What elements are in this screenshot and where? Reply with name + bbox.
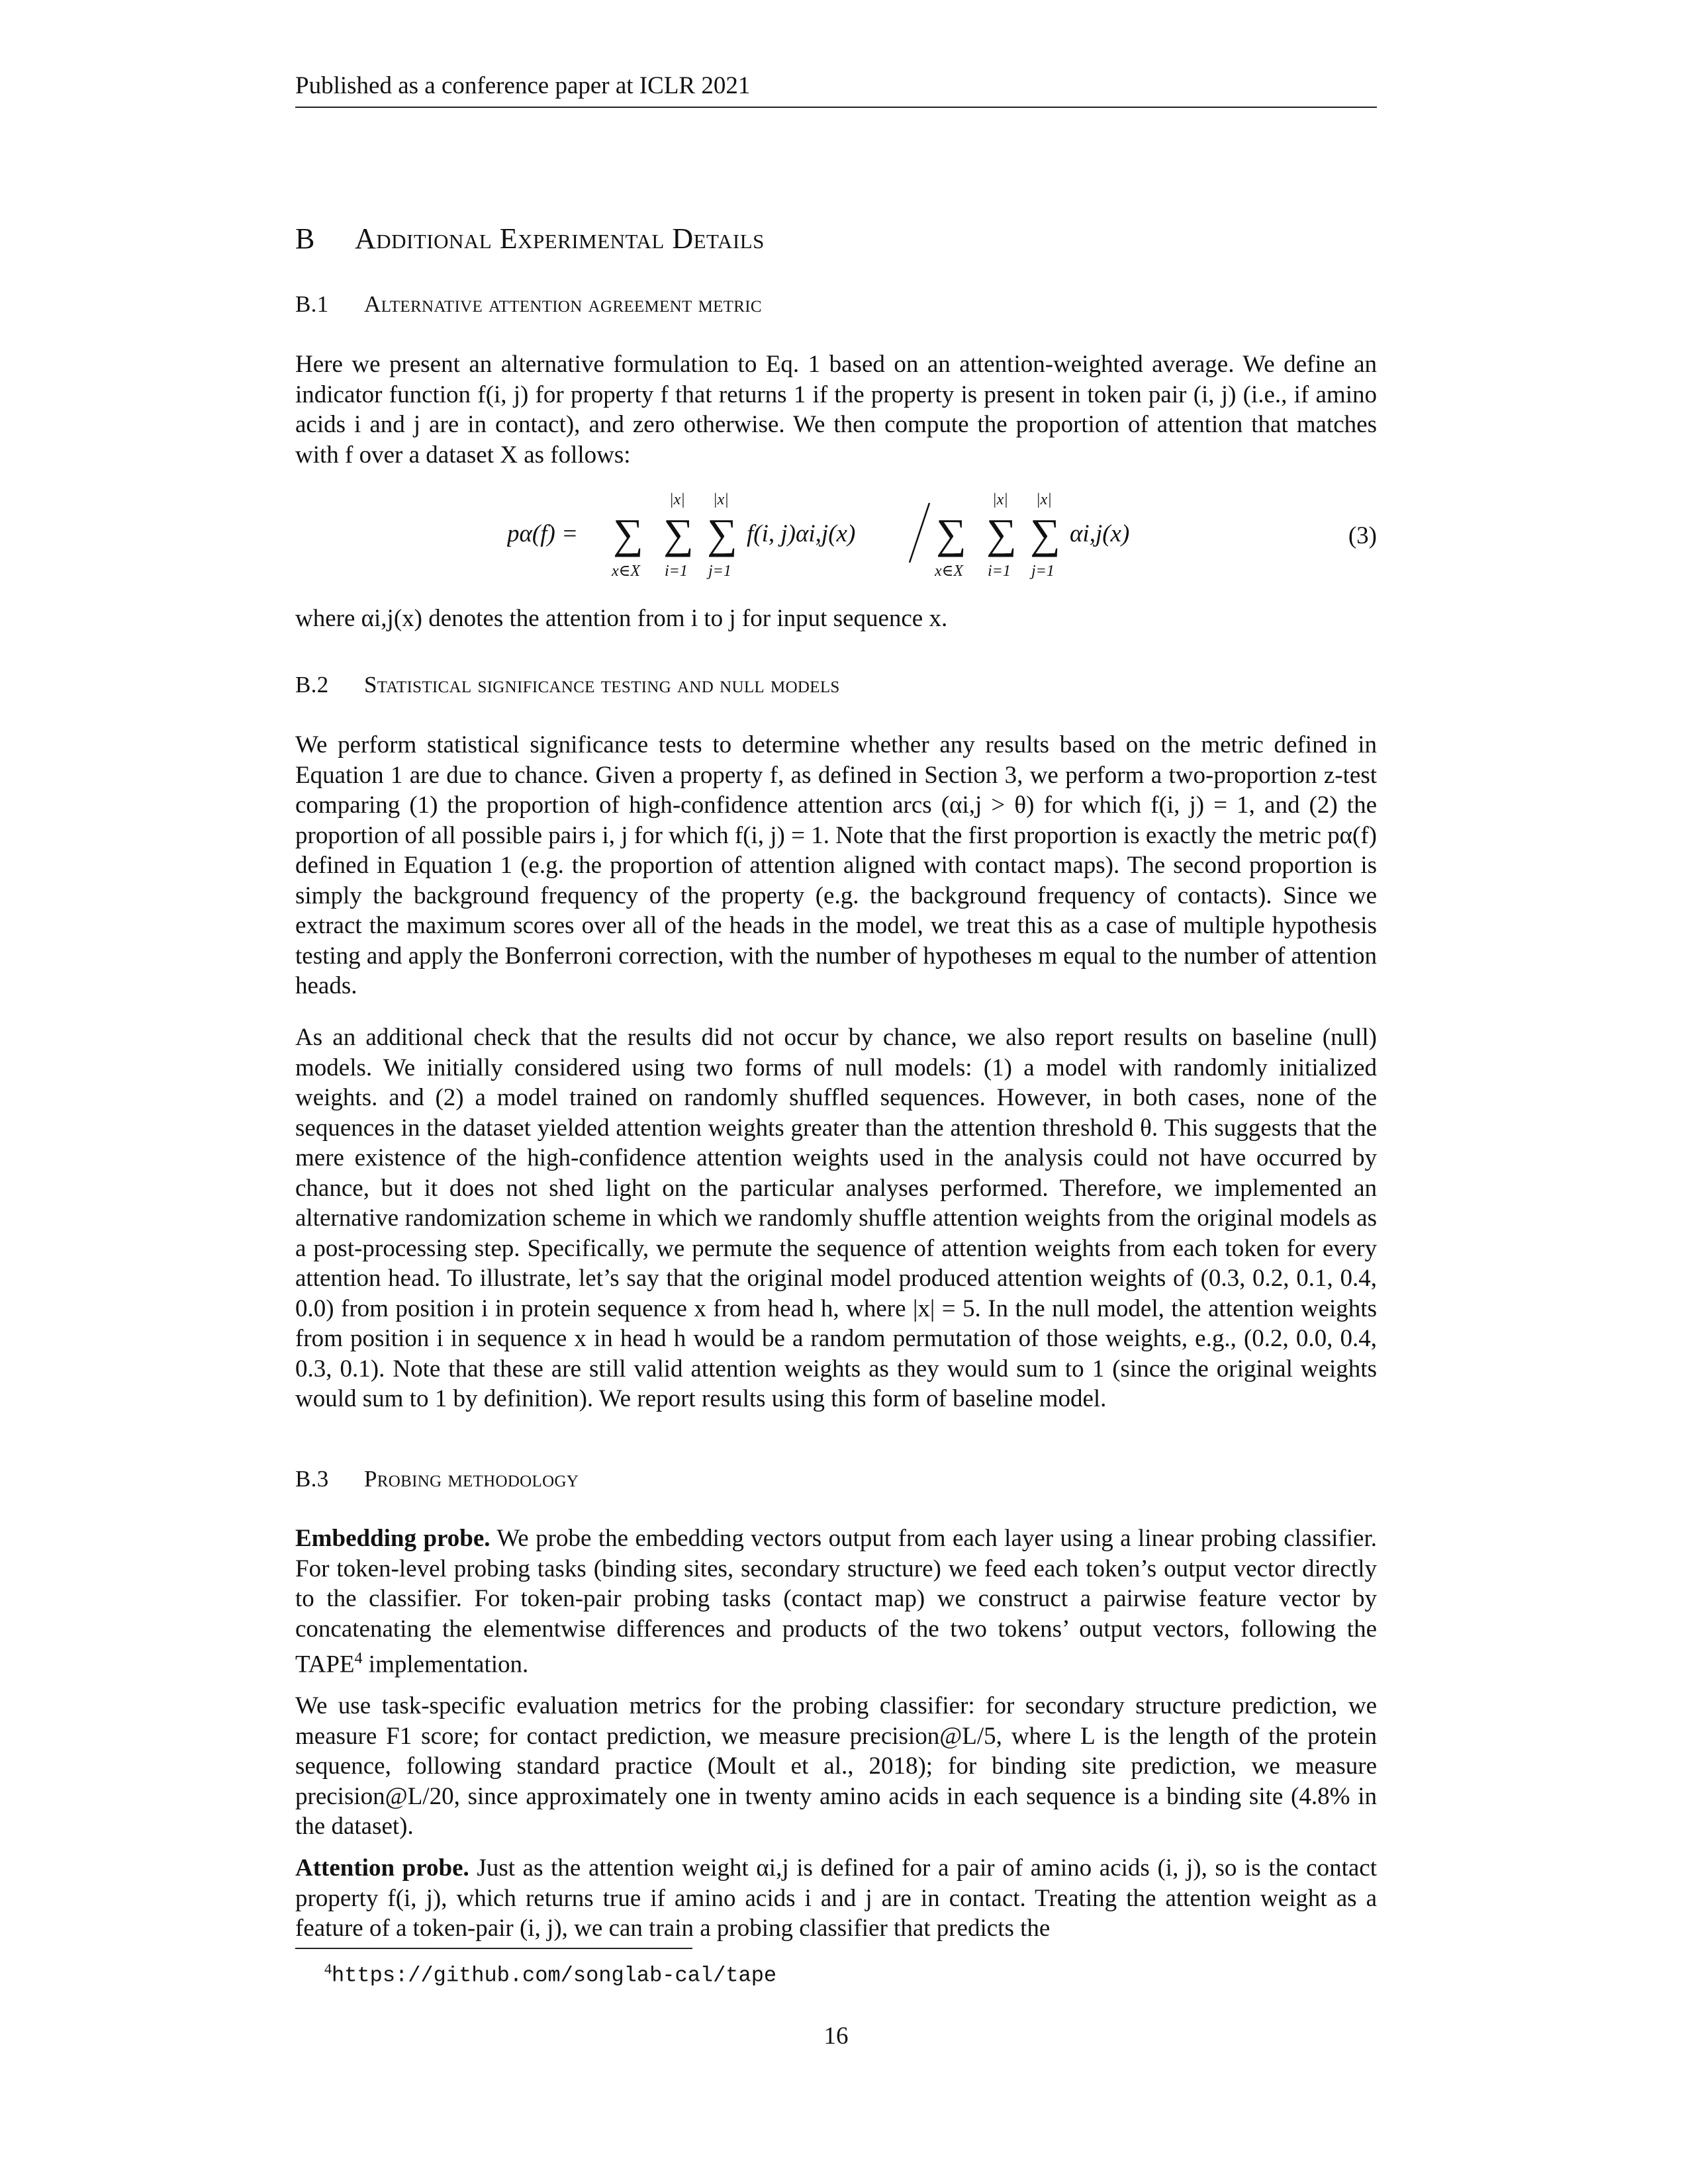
- eq-sub-x: x∈X: [612, 563, 641, 580]
- eq-sum-j: ∑: [707, 510, 737, 557]
- section-heading: [295, 222, 765, 255]
- section-title: Additional Experimental Details: [355, 222, 765, 255]
- run-in-heading: Embedding probe.: [295, 1525, 491, 1552]
- eq-sup-i: |x|: [669, 491, 685, 508]
- subsection-number: B.3: [295, 1466, 329, 1492]
- running-head: Published as a conference paper at ICLR 2021: [295, 71, 1377, 108]
- section-number: B: [295, 222, 315, 255]
- paragraph-significance: We perform statistical significance tests to determine whether any results based on the metric defined in Equation 1 are due to chance. Given a property f, as defined in Section 3, we perform a two-proportion z-test comparing (1) the proportion of high-confidence attention arcs (αi,j > θ) for which f(i, j) = 1, and (2) the proportion of all possible pairs i, j for which f(i, j) = 1. Note that the first proportion is exactly the metric pα(f) defined in Equation 1 (e.g. the proportion of attention aligned with contact maps). The second proportion is simply the background frequency of the property (e.g. the background frequency of contacts). Since we extract the maximum scores over all of the heads in the model, we treat this as a case of multiple hypothesis testing and apply the Bonferroni correction, with the number of hypotheses m equal to the number of attention heads.: [295, 731, 1377, 999]
- subsection-heading-b3: [295, 1466, 579, 1492]
- subsection-title: Alternative attention agreement metric: [364, 291, 762, 317]
- footnote-number: 4: [324, 1960, 332, 1977]
- eq-den-sup-j: |x|: [1036, 491, 1052, 508]
- eq-den-sum-i: ∑: [986, 510, 1017, 557]
- paragraph-intro: Here we present an alternative formulation to Eq. 1 based on an attention-weighted average. We define an indicator function f(i, j) for property f that returns 1 if the property is present in token pair (i, j) (i.e., if amino acids i and j are in contact), and zero otherwise. We then compute the proportion of attention that matches with f over a dataset X as follows:: [295, 351, 1377, 469]
- paragraph-embedding-probe: [295, 1524, 1377, 1680]
- eq-numerator: f(i, j)αi,j(x): [747, 520, 856, 547]
- equation-3: [295, 483, 1377, 589]
- eq-sup-j: |x|: [713, 491, 729, 508]
- subsection-heading-b2: [295, 672, 840, 698]
- eq-den-sub-j: j=1: [1031, 563, 1055, 580]
- paragraph-metrics: We use task-specific evaluation metrics for the probing classifier: for secondary structure prediction, we measure F1 score; for contact prediction, we measure precision@L/5, where L is the length of the protein sequence, following standard practice (Moult et al., 2018); for binding site prediction, we measure precision@L/20, since approximately one in twenty amino acids in each sequence is a binding site (4.8% in the dataset).: [295, 1692, 1377, 1840]
- eq-sum-x: ∑: [613, 510, 643, 557]
- subsection-title: Probing methodology: [364, 1466, 579, 1492]
- eq-den-sub-x: x∈X: [935, 563, 964, 580]
- eq-sub-j: j=1: [708, 563, 731, 580]
- run-in-heading: Attention probe.: [295, 1854, 469, 1882]
- paragraph-attention-probe: [295, 1853, 1377, 1944]
- page-number: 16: [823, 2023, 849, 2050]
- eq-sub-i: i=1: [665, 563, 688, 580]
- equation-body: [507, 483, 1169, 589]
- eq-fraction-slash: [910, 503, 929, 563]
- footnote-mark[interactable]: 4: [354, 1650, 363, 1667]
- eq-den-sum-x: ∑: [936, 510, 966, 557]
- footnote-rule: [295, 1948, 692, 1949]
- subsection-number: B.1: [295, 291, 329, 317]
- eq-den-sup-i: |x|: [992, 491, 1008, 508]
- paragraph-text: Just as the attention weight αi,j is defined for a pair of amino acids (i, j), so is the contact property f(i, j), which returns true if amino acids i and j are in contact. Treating the attention weight as a feature of a token-pair (i, j), we can train a probing classifier that predicts the: [295, 1854, 1378, 1942]
- subsection-number: B.2: [295, 672, 329, 698]
- footnote: [324, 1960, 776, 1988]
- eq-lhs: pα(f) =: [507, 520, 579, 547]
- eq-sum-i: ∑: [663, 510, 694, 557]
- paragraph-text-tail: implementation.: [362, 1651, 529, 1678]
- paragraph-text: We probe the embedding vectors output from each layer using a linear probing classifier. For token-level probing tasks (binding sites, secondary structure) we feed each token’s output vector directly to the classifier. For token-pair probing tasks (contact map) we construct a pairwise feature vector by concatenating the elementwise differences and products of the two tokens’ output vectors, following the TAPE: [295, 1525, 1377, 1678]
- subsection-title: Statistical significance testing and null models: [364, 672, 840, 698]
- paragraph-where: where αi,j(x) denotes the attention from i to j for input sequence x.: [295, 605, 948, 632]
- paragraph-null-models: As an additional check that the results did not occur by chance, we also report results on baseline (null) models. We initially considered using two forms of null models: (1) a model with randomly initialized weights. and (2) a model trained on randomly shuffled sequences. However, in both cases, none of the sequences in the dataset yielded attention weights greater than the attention threshold θ. This suggests that the mere existence of the high-confidence attention weights used in the analysis could not have occurred by chance, but it does not shed light on the particular analyses performed. Therefore, we implemented an alternative randomization scheme in which we randomly shuffle attention weights from the original models as a post-processing step. Specifically, we permute the sequence of attention weights from each token for every attention head. To illustrate, let’s say that the original model produced attention weights of (0.3, 0.2, 0.1, 0.4, 0.0) from position i in protein sequence x from head h, where |x| = 5. In the null model, the attention weights from position i in sequence x in head h would be a random permutation of those weights, e.g., (0.2, 0.0, 0.4, 0.3, 0.1). Note that these are still valid attention weights as they would sum to 1 (since the original weights would sum to 1 by definition). We report results using this form of baseline model.: [295, 1024, 1377, 1412]
- equation-number: (3): [1348, 522, 1377, 549]
- eq-den-sum-j: ∑: [1030, 510, 1060, 557]
- subsection-heading-b1: [295, 291, 762, 318]
- eq-den-sub-i: i=1: [988, 563, 1011, 580]
- eq-denominator: αi,j(x): [1070, 520, 1130, 547]
- footnote-link[interactable]: https://github.com/songlab-cal/tape: [332, 1963, 777, 1988]
